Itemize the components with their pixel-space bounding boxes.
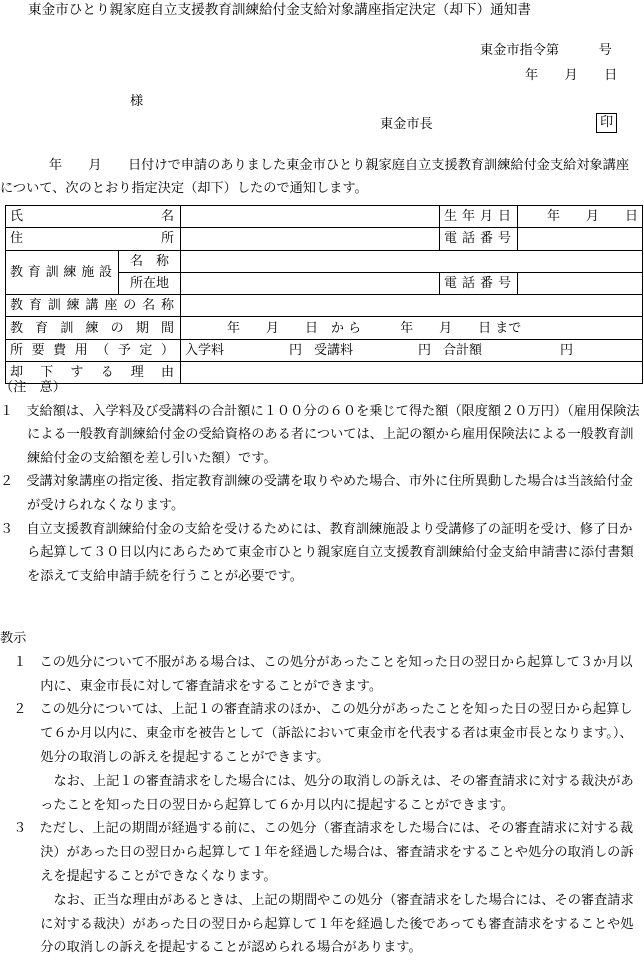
instruction-item-3: ３ ただし、上記の期間が経過する前に、この処分（審査請求をした場合には、その審査請求に対する裁決）があった日の翌日から起算して１年を経過した場合は、審査請求をすることや処分の取消しの訴えを提起することができなくなります。 xyxy=(13,821,634,884)
cost-value xyxy=(181,339,643,361)
instruction-item-3-note: なお、正当な理由があるときは、上記の期間やこの処分（審査請求をした場合には、その審査請求に対する裁決）があった日の翌日から起算して１年を経過した後であっても審査請求をすることや処分の取消しの訴えを提起することが認められる場合があります。 xyxy=(40,892,634,956)
row-name xyxy=(6,206,643,228)
period-label: 教育訓練の期間 xyxy=(6,317,181,339)
instruction-item-1: １ この処分について不服がある場合は、この処分があったことを知った日の翌日から起算して３か月以内に、東金市長に対して審査請求をすることができます。 xyxy=(13,654,633,694)
course-name-value xyxy=(181,295,643,317)
course-name-label: 教育訓練講座の名称 xyxy=(6,295,181,317)
phone-label: 電話番号 xyxy=(440,228,518,250)
row-cost xyxy=(6,339,643,361)
instruction-item-2: ２ この処分については、上記１の審査請求のほか、この処分があったことを知った日の翌日から起算して６か月以内に、東金市を被告として（訴訟において東金市を代表する者は東金市長となります。）、処分の取消しの訴えを提起することができます。 xyxy=(13,702,633,765)
name-label: 氏 名 xyxy=(6,206,181,228)
note-item: ３ 自立支援教育訓練給付金の支給を受けるためには、教育訓練施設より受講修了の証明を受け、修了日から起算して３０日以内にあらためて東金市ひとり親家庭自立支援教育訓練給付金支給申請書に添付書類を添えて支給申請手続を行うことが必要です。 xyxy=(0,521,634,584)
name-value xyxy=(181,206,440,228)
note-item: １ 支給額は、入学料及び受講料の合計額に１００分の６０を乗じて得た額（限度額２０万円）（雇用保険法による一般教育訓練給付金の受給資格のある者については、上記の額から雇用保険法による一般教育訓練給付金の支給額を差し引いた額）です。 xyxy=(0,403,640,466)
row-course-name xyxy=(6,295,643,317)
instruction-section xyxy=(0,627,640,960)
facility-name-label: 名 称 xyxy=(119,250,181,272)
cost-entrance: 入学料 円 xyxy=(185,342,303,358)
notes-heading: （注 意） xyxy=(0,380,66,395)
cost-total: 合計額 円 xyxy=(443,342,574,358)
cost-label: 所要費用（予定） xyxy=(6,339,181,361)
reject-reason-label: 却下する理由 xyxy=(6,362,181,384)
issuer-name: 東金市長 xyxy=(380,117,433,132)
row-facility-name xyxy=(6,250,643,272)
address-label: 住 所 xyxy=(6,228,181,250)
phone-value xyxy=(518,228,643,250)
intro-paragraph: 年 月 日付けで申請のありました東金市ひとり親家庭自立支援教育訓練給付金支給対象講座について、次のとおり指定決定（却下）したので通知します。 xyxy=(0,158,630,196)
period-value: 年 月 日 か ら 年 月 日 まで xyxy=(181,317,643,339)
facility-location-label: 所在地 xyxy=(119,272,181,294)
facility-location-value xyxy=(181,272,440,294)
note-item: ２ 受講対象講座の指定後、指定教育訓練の受講を取りやめた場合、市外に住所異動した場合は当該給付金が受けられなくなります。 xyxy=(0,474,633,513)
notice-number: 東金市指令第 号 xyxy=(480,43,612,58)
facility-label: 教育訓練施設 xyxy=(6,250,119,295)
application-form-table xyxy=(5,205,643,384)
instruction-heading: 教示 xyxy=(0,631,27,646)
birthdate-label: 生年月日 xyxy=(440,206,518,228)
address-value xyxy=(181,228,440,250)
recipient-suffix: 様 xyxy=(130,94,144,109)
birthdate-value: 年 月 日 xyxy=(518,206,643,228)
notice-date: 年 月 日 xyxy=(525,68,618,83)
document-title: 東金市ひとり親家庭自立支援教育訓練給付金支給対象講座指定決定（却下）通知書 xyxy=(28,2,531,18)
seal-mark: 印 xyxy=(596,113,617,133)
row-period xyxy=(6,317,643,339)
instruction-item-2-note: なお、上記１の審査請求をした場合には、処分の取消しの訴えは、その審査請求に対する裁決があったことを知った日の翌日から起算して６か月以内に提起することができます。 xyxy=(40,773,634,813)
facility-name-value xyxy=(181,250,643,272)
facility-phone-value xyxy=(518,272,643,294)
row-address xyxy=(6,228,643,250)
facility-phone-label: 電話番号 xyxy=(440,272,518,294)
cost-tuition: 受講料 円 xyxy=(314,342,432,358)
notes-section xyxy=(0,376,640,588)
